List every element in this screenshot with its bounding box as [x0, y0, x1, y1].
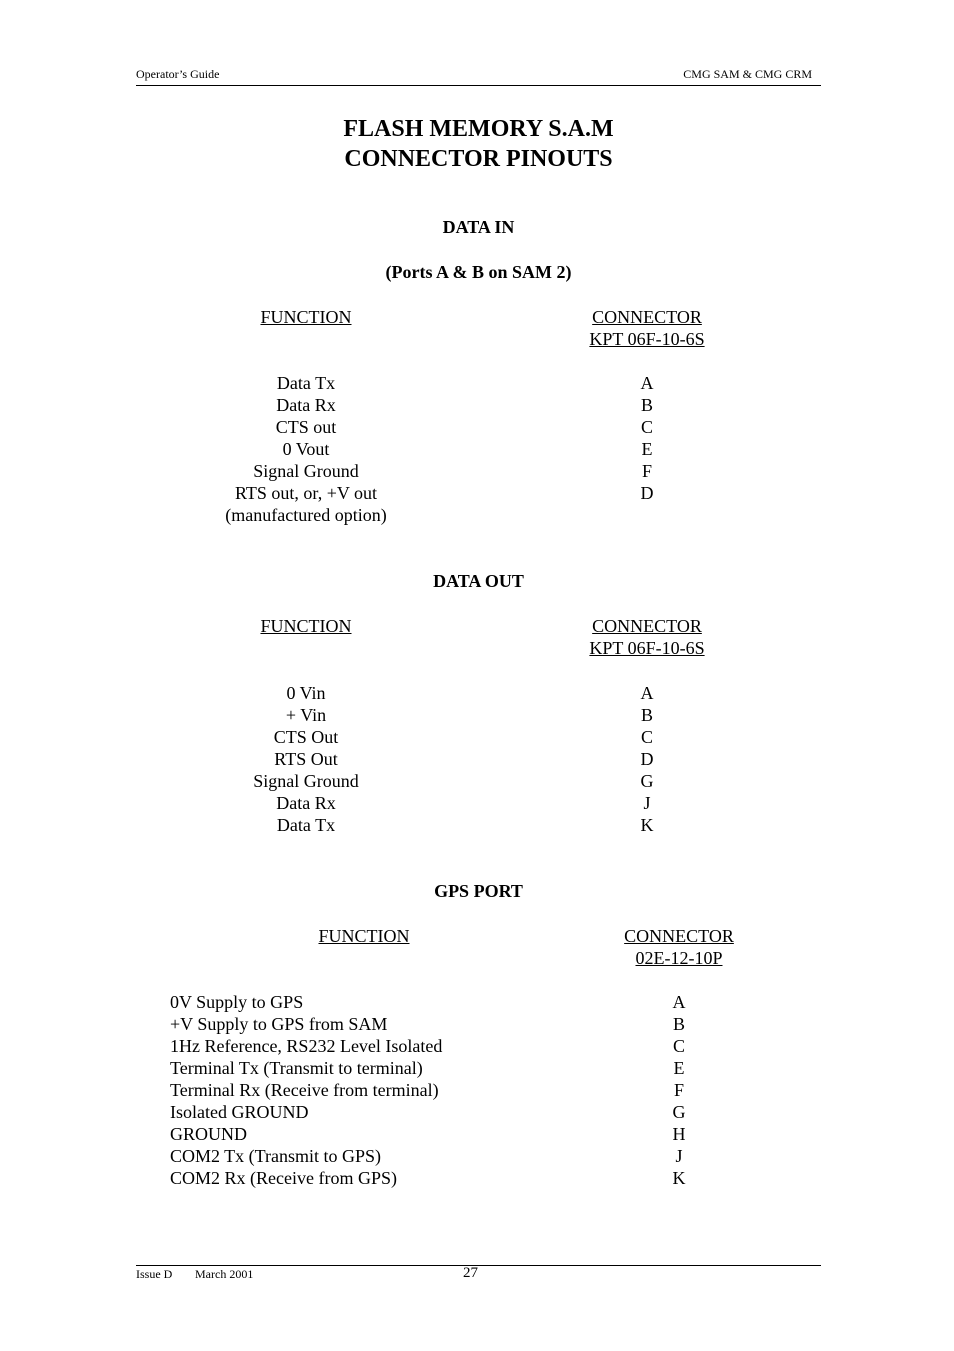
function-cell: + Vin — [285, 705, 327, 725]
function-header: FUNCTION — [260, 616, 352, 636]
footer-rule — [136, 1265, 821, 1266]
gps-function-header-wrap — [264, 925, 464, 947]
page-title-line-2: CONNECTOR PINOUTS — [344, 146, 613, 172]
function-cell: Data Tx — [276, 815, 336, 835]
function-cell: +V Supply to GPS from SAM — [170, 1014, 388, 1034]
data-in-function-column — [206, 306, 406, 526]
pin-cell: E — [641, 439, 653, 459]
function-cell: 0V Supply to GPS — [170, 992, 304, 1012]
function-cell: RTS out, or, +V out — [234, 483, 378, 503]
pin-cell: B — [640, 705, 653, 725]
pin-cell: G — [640, 771, 654, 791]
function-cell: Terminal Tx (Transmit to terminal) — [170, 1058, 423, 1078]
function-cell: Signal Ground — [253, 461, 359, 481]
pin-cell: A — [640, 683, 654, 703]
function-cell: Data Tx — [276, 373, 336, 393]
function-cell: Data Rx — [276, 793, 336, 813]
function-cell: 0 Vout — [282, 439, 330, 459]
function-cell: 0 Vin — [286, 683, 326, 703]
connector-header: CONNECTOR — [624, 926, 734, 946]
function-cell: CTS out — [275, 417, 337, 437]
header-product-name: CMG SAM & CMG CRM — [683, 67, 812, 81]
function-cell: Signal Ground — [253, 771, 359, 791]
function-cell: Terminal Rx (Receive from terminal) — [170, 1080, 439, 1100]
pin-cell: B — [672, 1014, 685, 1034]
pin-cell: C — [640, 417, 653, 437]
function-cell: (manufactured option) — [225, 505, 387, 525]
pin-cell: F — [641, 461, 652, 481]
pin-cell: K — [672, 1168, 686, 1188]
page-number: 27 — [463, 1265, 478, 1281]
pin-cell: G — [672, 1102, 686, 1122]
pin-cell: C — [672, 1036, 685, 1056]
footer-date: March 2001 — [195, 1267, 254, 1281]
data-in-heading: DATA IN — [442, 217, 515, 237]
connector-part-number: KPT 06F-10-6S — [589, 638, 705, 658]
function-cell: 1Hz Reference, RS232 Level Isolated — [170, 1036, 443, 1056]
function-cell: Data Rx — [276, 395, 336, 415]
pin-cell: J — [675, 1146, 683, 1166]
data-in-connector-column — [547, 306, 747, 504]
header-guide-title: Operator’s Guide — [136, 67, 220, 81]
function-cell: GROUND — [170, 1124, 248, 1144]
connector-part-number: 02E-12-10P — [635, 948, 723, 968]
pin-cell: H — [672, 1124, 686, 1144]
function-header: FUNCTION — [318, 926, 410, 946]
gps-connector-column — [579, 925, 779, 1189]
pin-cell: K — [640, 815, 654, 835]
pin-cell: D — [640, 483, 654, 503]
pin-cell: F — [673, 1080, 684, 1100]
pin-cell: C — [640, 727, 653, 747]
pin-cell: J — [643, 793, 651, 813]
pin-cell: B — [640, 395, 653, 415]
pin-cell: A — [640, 373, 654, 393]
data-out-function-column — [206, 615, 406, 836]
data-out-heading: DATA OUT — [433, 571, 524, 591]
function-cell: COM2 Rx (Receive from GPS) — [170, 1168, 397, 1188]
function-header: FUNCTION — [260, 307, 352, 327]
function-cell: COM2 Tx (Transmit to GPS) — [170, 1146, 382, 1166]
footer-issue: Issue D — [136, 1267, 173, 1281]
data-in-subheading: (Ports A & B on SAM 2) — [385, 262, 572, 282]
function-cell: Isolated GROUND — [170, 1102, 309, 1122]
page-title — [136, 114, 821, 174]
data-out-connector-column — [547, 615, 747, 836]
connector-header: CONNECTOR — [592, 307, 702, 327]
page-title-line-1: FLASH MEMORY S.A.M — [343, 116, 614, 142]
connector-header: CONNECTOR — [592, 616, 702, 636]
function-cell: RTS Out — [274, 749, 338, 769]
pin-cell: E — [673, 1058, 685, 1078]
gps-function-column — [170, 991, 510, 1189]
function-cell: CTS Out — [273, 727, 339, 747]
pin-cell: A — [672, 992, 686, 1012]
gps-port-heading: GPS PORT — [434, 881, 523, 901]
header-rule — [136, 85, 821, 86]
connector-part-number: KPT 06F-10-6S — [589, 329, 705, 349]
pin-cell: D — [640, 749, 654, 769]
